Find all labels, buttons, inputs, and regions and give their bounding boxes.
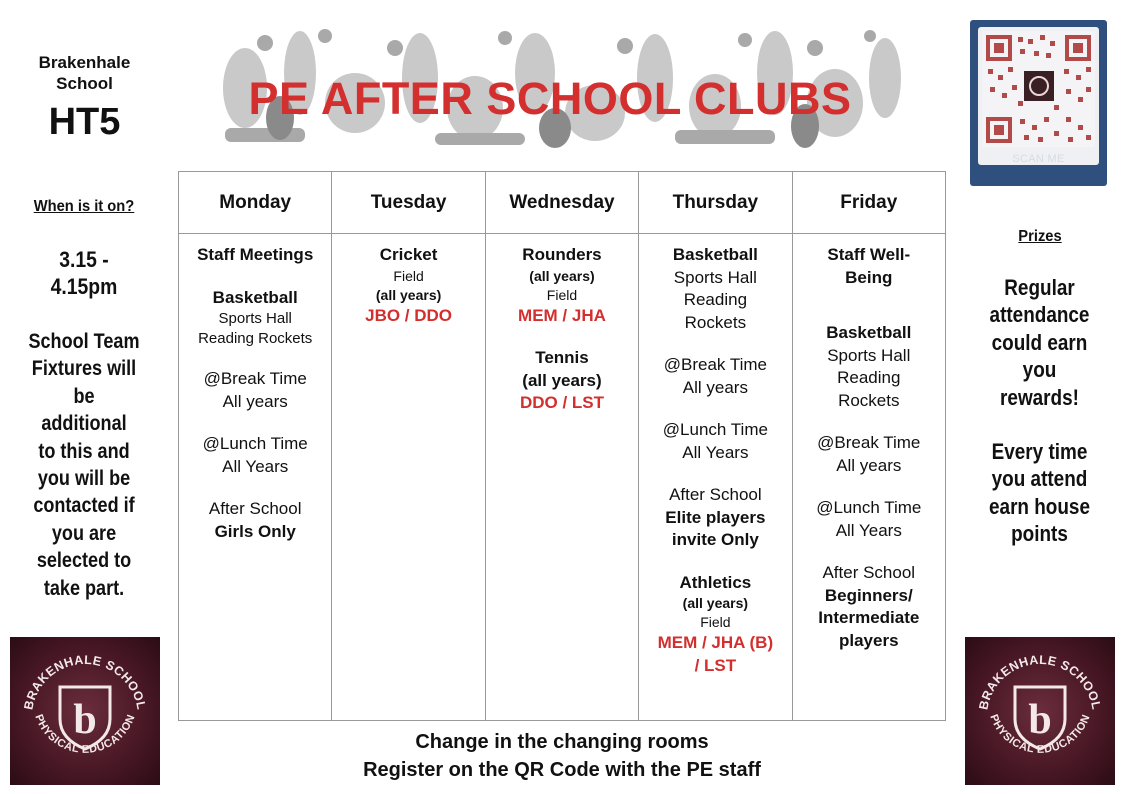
when-heading: When is it on? — [33, 198, 135, 215]
timetable-body-row — [179, 234, 946, 721]
club-entry: Basketball — [672, 245, 758, 264]
club-entry: Cricket — [379, 245, 438, 264]
club-entry: Athletics — [679, 572, 752, 592]
day-header-wednesday: Wednesday — [485, 172, 638, 234]
qr-code-card[interactable] — [970, 20, 1107, 186]
day-header-tuesday: Tuesday — [332, 172, 485, 234]
term-label: HT5 — [48, 101, 121, 143]
tuesday-cell: Cricket Field (all years) JBO / DDO — [332, 234, 485, 721]
page-title: PE AFTER SCHOOL CLUBS — [248, 73, 852, 124]
logo-letter: b — [73, 697, 97, 743]
footer-line: Change in the changing rooms — [415, 731, 709, 753]
friday-cell: Staff Well- Being Basketball Sports Hall Reading Rockets @Break Time All years @Lunch Time All Years After School Beginners/ Intermediate players — [792, 234, 945, 721]
wednesday-cell: Rounders (all years) Field MEM / JHA Tennis (all years) DDO / LST — [485, 234, 638, 721]
logo-bottom-text: PHYSICAL EDUCATION — [987, 712, 1093, 756]
day-header-monday: Monday — [179, 172, 332, 234]
day-header-thursday: Thursday — [639, 172, 792, 234]
club-entry: Tennis — [535, 348, 589, 367]
shield-logo-icon — [965, 637, 1115, 785]
pe-logo — [10, 637, 160, 785]
logo-letter: b — [1028, 697, 1052, 743]
staff-initials: DDO / LST — [519, 393, 604, 412]
logo-bottom-text: PHYSICAL EDUCATION — [32, 712, 138, 756]
staff-initials: MEM / JHA — [518, 305, 606, 325]
club-time: 3.15 - 4.15pm — [50, 247, 118, 299]
qr-code-icon — [978, 27, 1099, 151]
staff-initials: / LST — [694, 655, 737, 675]
school-name: Brakenhale School — [38, 53, 131, 93]
day-header-friday: Friday — [792, 172, 945, 234]
prizes-note: Regular attendance could earn you rewards! Every time you attend earn house points — [989, 275, 1090, 547]
club-entry: Basketball — [826, 323, 912, 342]
club-entry: Staff Well- — [827, 245, 911, 264]
footer-line: Register on the QR Code with the PE staff — [363, 759, 761, 781]
clubs-timetable — [178, 171, 946, 721]
shield-logo-icon — [10, 637, 160, 785]
monday-cell: Staff Meetings Basketball Sports Hall Reading Rockets @Break Time All years @Lunch Time All Years After School Girls Only — [179, 234, 332, 721]
scan-me-label: SCAN ME — [1012, 153, 1065, 165]
staff-initials: JBO / DDO — [365, 305, 453, 325]
logo-top-text: BRAKENHALE SCHOOL — [976, 652, 1104, 712]
prizes-heading: Prizes — [1018, 228, 1062, 245]
thursday-cell: Basketball Sports Hall Reading Rockets @Break Time All years @Lunch Time All Years After School Elite players invite Only Athletics (all years) Field MEM / JHA (B) / LST — [639, 234, 792, 721]
timetable-header-row — [179, 172, 946, 234]
staff-initials: MEM / JHA (B) — [657, 633, 774, 652]
club-entry: Rounders — [522, 245, 602, 264]
club-entry: Basketball — [212, 287, 298, 307]
pe-logo — [965, 637, 1115, 785]
fixtures-note: School Team Fixtures will be additional to this and you will be contacted if you are selected to take part. — [28, 330, 140, 600]
club-entry: Staff Meetings — [197, 245, 314, 264]
logo-top-text: BRAKENHALE SCHOOL — [21, 652, 149, 712]
footer-note — [178, 728, 946, 784]
